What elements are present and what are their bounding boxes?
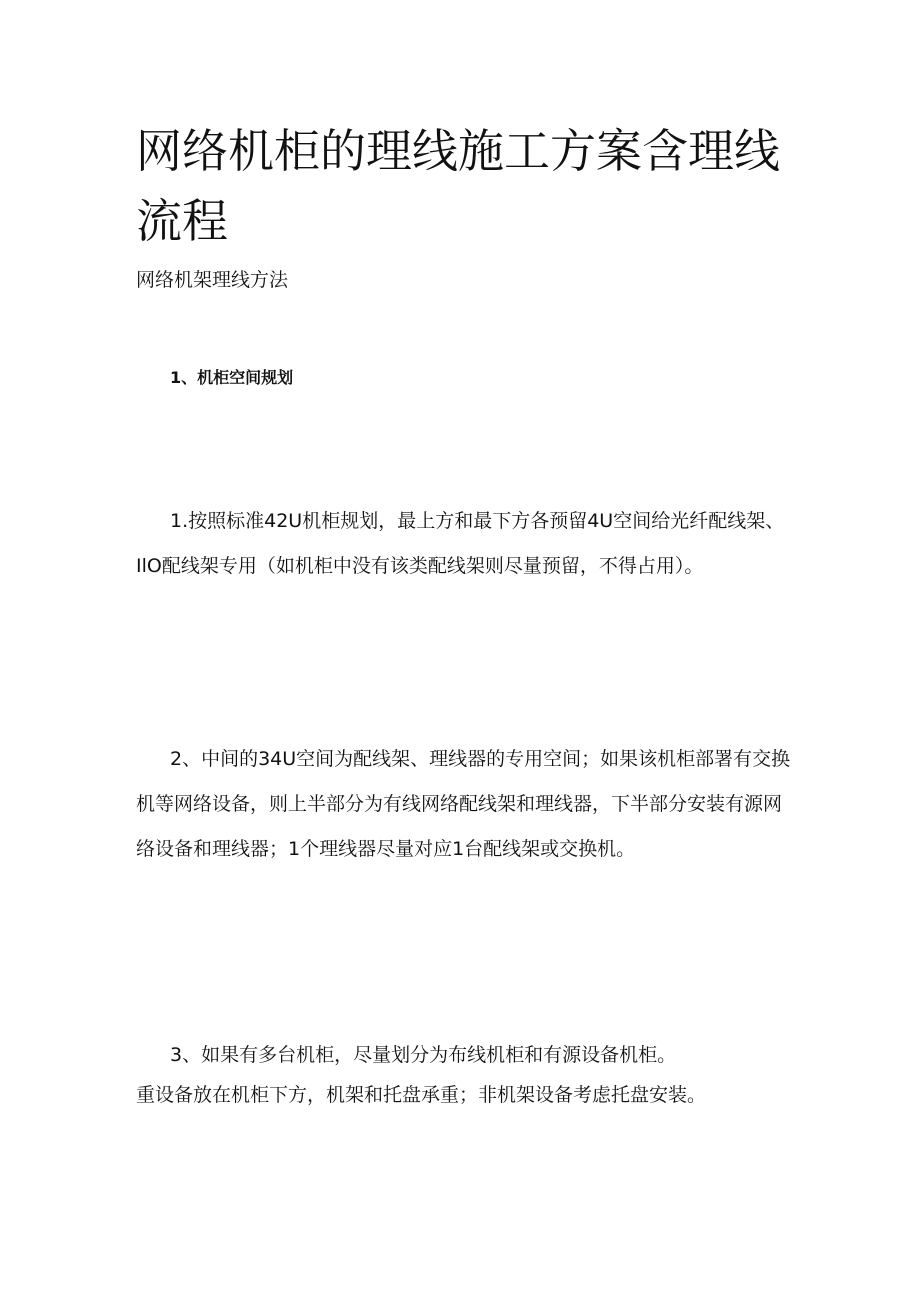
paragraph-4: 重设备放在机柜下方，机架和托盘承重；非机架设备考虑托盘安装。: [136, 1084, 707, 1106]
document-title: 网络机柜的理线施工方案含理线流程: [136, 124, 780, 248]
paragraph-1: 1.按照标准42U机柜规划，最上方和最下方各预留4U空间给光纤配线架、IlO配线架专用（如机柜中没有该类配线架则尽量预留，不得占用）。: [136, 510, 785, 577]
paragraph-3: 3、如果有多台机柜，尽量划分为布线机柜和有源设备机柜。: [170, 1044, 677, 1066]
section-heading: 1、机柜空间规划: [170, 368, 294, 387]
paragraph-2: 2、中间的34U空间为配线架、理线器的专用空间；如果该机柜部署有交换机等网络设备，则上半部分为有线网络配线架和理线器，下半部分安装有源网络设备和理线器；1个理线器尽量对应1台配线架或交换机。: [136, 748, 791, 860]
document-subtitle: 网络机架理线方法: [136, 269, 289, 291]
